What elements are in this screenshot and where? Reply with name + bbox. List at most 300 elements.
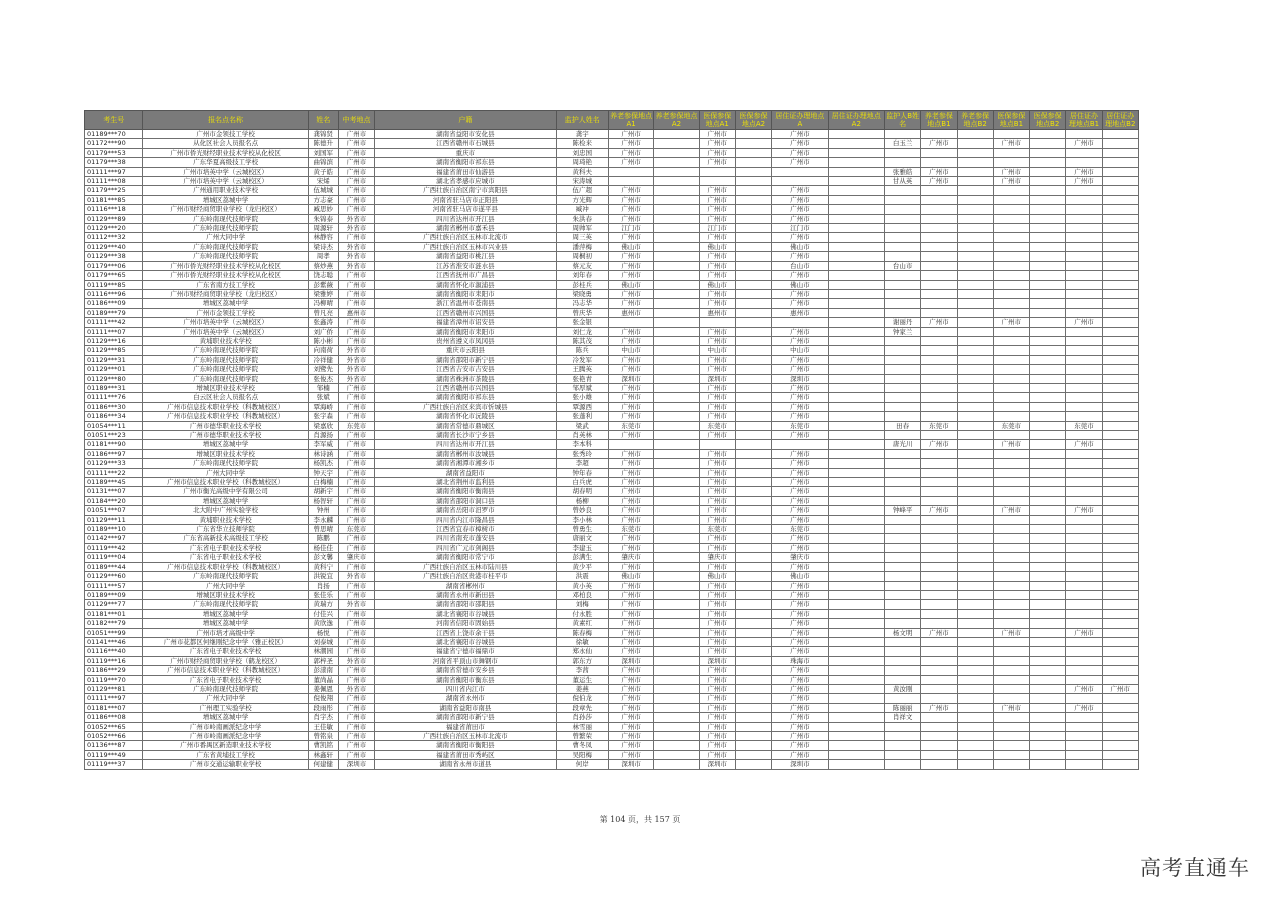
table-cell: 广东华夏高级技工学校 [143, 158, 308, 167]
table-cell: 广州市 [772, 684, 828, 693]
table-cell: 广州市 [608, 647, 653, 656]
table-cell [921, 496, 957, 505]
table-cell: 广州市 [772, 468, 828, 477]
table-cell [921, 684, 957, 693]
table-cell: 广州市 [338, 515, 374, 524]
table-cell: 广州市 [699, 684, 735, 693]
table-cell [654, 468, 699, 477]
table-cell [993, 402, 1029, 411]
table-cell: 01129***16 [85, 336, 143, 345]
table-cell [1066, 289, 1102, 298]
table-cell: 湖南省衡阳市祁东县 [375, 393, 556, 402]
table-cell [654, 431, 699, 440]
table-cell [828, 449, 884, 458]
table-cell [921, 346, 957, 355]
table-cell [654, 139, 699, 148]
table-cell [1066, 355, 1102, 364]
table-cell [885, 515, 921, 524]
table-cell [957, 205, 993, 214]
table-cell [957, 252, 993, 261]
table-cell [1030, 628, 1066, 637]
table-cell: 广州市 [772, 402, 828, 411]
table-cell [654, 449, 699, 458]
table-cell: 福建省莆田市秀屿区 [375, 750, 556, 759]
table-row [85, 449, 1139, 458]
table-cell [735, 261, 771, 270]
table-cell: 01111***97 [85, 167, 143, 176]
table-cell [993, 600, 1029, 609]
table-cell: 广州市 [338, 647, 374, 656]
table-cell [885, 543, 921, 552]
table-cell [1066, 553, 1102, 562]
table-cell [735, 684, 771, 693]
table-cell [654, 346, 699, 355]
table-cell [1030, 515, 1066, 524]
table-cell [921, 609, 957, 618]
table-cell [921, 308, 957, 317]
table-cell: 湖南省衡阳市衡东县 [375, 675, 556, 684]
table-cell: 广州市 [338, 487, 374, 496]
table-cell: 01111***42 [85, 318, 143, 327]
table-cell: 广州市 [608, 299, 653, 308]
table-cell: 广州市 [772, 252, 828, 261]
table-cell: 广州市财经商贸职业学校（鹤龙校区） [143, 656, 308, 665]
table-cell [735, 214, 771, 223]
table-cell [1102, 656, 1138, 665]
table-cell [735, 694, 771, 703]
table-cell: 佛山市 [772, 280, 828, 289]
table-cell: 李小林 [556, 515, 608, 524]
table-cell: 广州市 [921, 167, 957, 176]
table-cell: 外省市 [338, 261, 374, 270]
table-cell: 刘忠国 [556, 148, 608, 157]
table-cell: 增城区荔城中学 [143, 496, 308, 505]
table-cell: 01179***53 [85, 148, 143, 157]
table-cell: 广州市 [772, 543, 828, 552]
table-cell [1102, 496, 1138, 505]
table-cell: 广州市 [338, 130, 374, 139]
table-cell [735, 637, 771, 646]
table-cell [1030, 393, 1066, 402]
table-cell [1066, 562, 1102, 571]
table-cell [654, 572, 699, 581]
table-cell: 广州市 [608, 214, 653, 223]
table-cell [921, 374, 957, 383]
table-cell: 广州市 [338, 741, 374, 750]
table-cell [885, 346, 921, 355]
table-cell [957, 562, 993, 571]
table-cell: 01179***25 [85, 186, 143, 195]
table-cell: 臧思妙 [308, 205, 338, 214]
table-cell: 邓柏良 [556, 590, 608, 599]
table-cell [1102, 299, 1138, 308]
table-cell [828, 308, 884, 317]
table-cell [1066, 299, 1102, 308]
table-cell [1102, 703, 1138, 712]
table-cell: 广州市 [608, 515, 653, 524]
table-cell [1066, 242, 1102, 251]
table-row [85, 468, 1139, 477]
table-cell: 佛山市 [608, 572, 653, 581]
table-cell [1030, 684, 1066, 693]
table-cell: 01129***38 [85, 252, 143, 261]
table-cell: 黄瑞方 [308, 600, 338, 609]
table-cell [885, 656, 921, 665]
table-cell [885, 336, 921, 345]
table-cell [885, 365, 921, 374]
table-cell [654, 581, 699, 590]
table-cell [654, 675, 699, 684]
table-cell: 广州市 [699, 158, 735, 167]
table-cell: 倪俊翔 [308, 694, 338, 703]
table-row [85, 383, 1139, 392]
table-cell [993, 280, 1029, 289]
table-cell: 浙江省温州市苍南县 [375, 299, 556, 308]
table-cell: 广州市 [608, 431, 653, 440]
table-cell: 广州市 [338, 609, 374, 618]
table-cell [957, 280, 993, 289]
table-cell: 广州市培英中学（云城校区） [143, 177, 308, 186]
table-cell: 黄埔职业技术学校 [143, 336, 308, 345]
table-cell [654, 525, 699, 534]
table-row [85, 195, 1139, 204]
table-cell [1102, 393, 1138, 402]
table-cell: 黄少平 [556, 562, 608, 571]
table-cell: 广西壮族自治区来宾市忻城县 [375, 402, 556, 411]
table-cell [957, 713, 993, 722]
table-cell [654, 393, 699, 402]
table-cell [957, 402, 993, 411]
table-cell: 曾思晴 [308, 525, 338, 534]
table-cell: 黄欣逸 [308, 619, 338, 628]
table-cell: 张艳青 [556, 374, 608, 383]
table-cell [1030, 703, 1066, 712]
table-row [85, 562, 1139, 571]
table-cell [885, 666, 921, 675]
table-cell: 广州市 [772, 336, 828, 345]
table-cell: 佛山市 [608, 242, 653, 251]
table-cell: 广东岭南现代技师学院 [143, 242, 308, 251]
table-cell [957, 158, 993, 167]
table-cell: 广州市 [608, 590, 653, 599]
table-cell: 广州市 [772, 195, 828, 204]
table-cell: 广东省电子职业技术学校 [143, 543, 308, 552]
table-cell [993, 289, 1029, 298]
table-cell: 广州市 [699, 637, 735, 646]
table-cell [654, 760, 699, 769]
table-cell [993, 383, 1029, 392]
table-cell [828, 553, 884, 562]
table-cell: 01119***85 [85, 280, 143, 289]
table-cell [735, 741, 771, 750]
table-cell [735, 139, 771, 148]
table-cell: 01116***96 [85, 289, 143, 298]
table-cell [654, 534, 699, 543]
table-cell: 湖南省益阳市南县 [375, 703, 556, 712]
table-cell [885, 355, 921, 364]
table-cell [735, 750, 771, 759]
table-cell: 广州市 [772, 637, 828, 646]
table-cell: 张雅皓 [885, 167, 921, 176]
table-cell: 广州市 [699, 666, 735, 675]
table-cell: 广州市培才高级中学 [143, 628, 308, 637]
table-row [85, 299, 1139, 308]
table-cell: 河南省驻马店市正阳县 [375, 195, 556, 204]
table-cell: 湖北省孝感市应城市 [375, 177, 556, 186]
table-cell [993, 299, 1029, 308]
table-cell: 广州市 [338, 280, 374, 289]
table-cell: 彭文馨 [308, 553, 338, 562]
table-cell [654, 308, 699, 317]
column-header: 医保参保地点A2 [735, 111, 771, 130]
table-cell: 梁晓勇 [556, 289, 608, 298]
table-row [85, 732, 1139, 741]
table-cell: 外省市 [338, 252, 374, 261]
table-cell [828, 525, 884, 534]
table-cell: 吴阳梅 [556, 750, 608, 759]
table-cell: 广州市 [772, 590, 828, 599]
table-cell: 广州市 [608, 703, 653, 712]
table-cell: 广东岭南现代技师学院 [143, 600, 308, 609]
table-cell: 福建省漳州市诏安县 [375, 318, 556, 327]
table-cell [608, 318, 653, 327]
table-cell: 广州市 [338, 459, 374, 468]
table-cell [735, 732, 771, 741]
table-cell: 广州市侨光财经职业技术学校从化校区 [143, 148, 308, 157]
table-cell [1030, 195, 1066, 204]
table-cell [885, 722, 921, 731]
table-cell: 广州市 [699, 459, 735, 468]
table-cell: 广东岭南现代技师学院 [143, 355, 308, 364]
table-cell: 湖南省怀化市溆浦县 [375, 280, 556, 289]
table-cell: 付永胜 [556, 609, 608, 618]
table-cell: 01111***97 [85, 694, 143, 703]
table-cell: 李超 [556, 459, 608, 468]
column-header: 养老参保地点B2 [957, 111, 993, 130]
table-cell [828, 440, 884, 449]
table-cell: 广州市 [772, 478, 828, 487]
table-cell: 广州市 [772, 600, 828, 609]
table-cell [885, 299, 921, 308]
table-cell: 广州市培英中学（云城校区） [143, 167, 308, 176]
table-row [85, 412, 1139, 421]
table-cell [1102, 534, 1138, 543]
table-row [85, 675, 1139, 684]
table-cell: 广州市 [608, 684, 653, 693]
table-cell: 广州市 [699, 478, 735, 487]
table-cell: 广州市 [1066, 628, 1102, 637]
table-cell: 广州市 [608, 478, 653, 487]
table-cell [993, 224, 1029, 233]
table-cell [993, 271, 1029, 280]
table-row [85, 186, 1139, 195]
table-row [85, 553, 1139, 562]
table-cell [993, 619, 1029, 628]
table-cell: 广州市 [772, 647, 828, 656]
table-cell [735, 459, 771, 468]
table-cell [1030, 647, 1066, 656]
table-cell [654, 478, 699, 487]
table-cell: 湖南省常德市鼎城区 [375, 421, 556, 430]
table-cell: 东莞市 [993, 421, 1029, 430]
table-row [85, 431, 1139, 440]
table-cell [957, 393, 993, 402]
table-cell [1066, 468, 1102, 477]
table-cell: 01129***31 [85, 355, 143, 364]
table-cell: 广州市 [338, 628, 374, 637]
table-cell [828, 741, 884, 750]
table-row [85, 628, 1139, 637]
table-cell [1030, 355, 1066, 364]
table-cell: 江门市 [772, 224, 828, 233]
table-cell: 肖扬 [308, 581, 338, 590]
table-cell [654, 214, 699, 223]
table-cell: 白云区社会人员报名点 [143, 393, 308, 402]
table-cell [1066, 750, 1102, 759]
table-cell [828, 515, 884, 524]
table-cell [1066, 158, 1102, 167]
table-row [85, 487, 1139, 496]
table-cell: 广州市信息技术职业学校（科教城校区） [143, 402, 308, 411]
table-cell: 广州市 [608, 195, 653, 204]
table-cell: 深圳市 [608, 374, 653, 383]
table-cell: 广州市 [338, 336, 374, 345]
table-cell: 广州市 [772, 609, 828, 618]
column-header: 监护人B姓名 [886, 112, 920, 128]
column-header: 户籍 [375, 111, 556, 130]
table-cell [735, 543, 771, 552]
table-cell [885, 675, 921, 684]
table-row [85, 355, 1139, 364]
page-number: 第 104 页，共 157 页 [599, 815, 681, 824]
table-cell [735, 713, 771, 722]
table-cell: 广东岭南现代技师学院 [143, 224, 308, 233]
table-cell [885, 741, 921, 750]
table-cell: 外省市 [338, 214, 374, 223]
table-cell: 广州市 [699, 562, 735, 571]
table-cell [921, 637, 957, 646]
table-row [85, 233, 1139, 242]
table-cell: 李军威 [308, 440, 338, 449]
table-cell: 四川省广元市剑阁县 [375, 543, 556, 552]
table-cell: 01189***31 [85, 383, 143, 392]
table-cell [957, 656, 993, 665]
table-cell [735, 280, 771, 289]
table-cell [993, 327, 1029, 336]
table-cell: 广州市 [921, 703, 957, 712]
table-cell [921, 355, 957, 364]
table-cell [828, 289, 884, 298]
table-cell: 广州市 [1066, 440, 1102, 449]
table-cell [921, 478, 957, 487]
table-cell [957, 637, 993, 646]
table-cell: 杨佳佳 [308, 543, 338, 552]
table-cell [654, 130, 699, 139]
table-row [85, 637, 1139, 646]
table-cell [1102, 139, 1138, 148]
table-cell [735, 572, 771, 581]
table-cell [1030, 242, 1066, 251]
table-cell: 广州市岭南画派纪念中学 [143, 722, 308, 731]
table-cell: 广州市 [921, 139, 957, 148]
table-cell [828, 722, 884, 731]
table-cell: 广州市 [699, 205, 735, 214]
table-cell [921, 242, 957, 251]
table-cell [1066, 271, 1102, 280]
table-cell: 湖南省郴州市嘉禾县 [375, 224, 556, 233]
table-cell: 郑永仙 [556, 647, 608, 656]
table-cell [993, 431, 1029, 440]
table-cell [1066, 732, 1102, 741]
table-cell [1066, 280, 1102, 289]
table-cell [828, 186, 884, 195]
table-cell [921, 468, 957, 477]
table-cell: 广州市 [772, 289, 828, 298]
table-cell: 广东岭南现代技师学院 [143, 459, 308, 468]
table-cell: 广州市 [338, 666, 374, 675]
table-cell [921, 666, 957, 675]
table-cell [699, 440, 735, 449]
table-cell [957, 666, 993, 675]
table-cell [1102, 741, 1138, 750]
table-cell [1030, 609, 1066, 618]
table-cell: 01179***38 [85, 158, 143, 167]
table-cell: 外省市 [338, 355, 374, 364]
table-cell: 广州市 [699, 581, 735, 590]
table-cell [735, 224, 771, 233]
table-cell: 01129***77 [85, 600, 143, 609]
table-cell [993, 553, 1029, 562]
table-row [85, 525, 1139, 534]
table-cell [957, 449, 993, 458]
table-cell: 福建省莆田市仙游县 [375, 167, 556, 176]
table-cell: 何岸 [556, 760, 608, 769]
table-cell: 广西壮族自治区贵港市桂平市 [375, 572, 556, 581]
table-cell [993, 214, 1029, 223]
table-cell: 广州市 [699, 496, 735, 505]
table-cell: 广西壮族自治区玉林市陆川县 [375, 562, 556, 571]
table-cell: 广州市 [772, 675, 828, 684]
table-cell [921, 525, 957, 534]
table-cell: 蔡元友 [556, 261, 608, 270]
table-cell: 唐丽文 [556, 534, 608, 543]
table-cell: 增城区职业技术学校 [143, 383, 308, 392]
table-cell [1102, 722, 1138, 731]
table-cell [1030, 713, 1066, 722]
table-cell: 江西省赣州市兴国县 [375, 308, 556, 317]
table-cell [828, 355, 884, 364]
table-cell [654, 496, 699, 505]
table-cell [1030, 600, 1066, 609]
table-cell [993, 393, 1029, 402]
table-cell: 广州市 [608, 355, 653, 364]
table-cell [654, 590, 699, 599]
table-cell [1030, 590, 1066, 599]
table-cell [1102, 562, 1138, 571]
table-cell: 肇庆市 [772, 553, 828, 562]
table-cell [1030, 327, 1066, 336]
table-cell [1066, 148, 1102, 157]
table-cell [957, 534, 993, 543]
table-cell [828, 684, 884, 693]
table-cell: 广州市 [608, 252, 653, 261]
table-cell: 01131***07 [85, 487, 143, 496]
table-cell: 广州市 [608, 732, 653, 741]
table-cell [1102, 572, 1138, 581]
table-cell [608, 167, 653, 176]
table-cell [921, 487, 957, 496]
table-cell: 龚宇 [556, 130, 608, 139]
